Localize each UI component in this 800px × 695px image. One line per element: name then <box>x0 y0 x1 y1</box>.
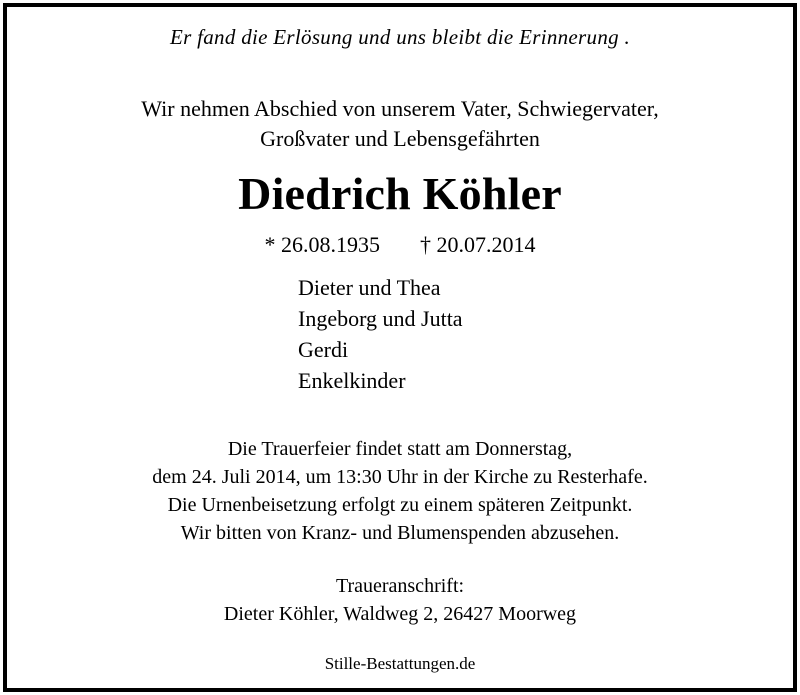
deceased-name: Diedrich Köhler <box>238 168 562 219</box>
mourners-list <box>298 272 463 396</box>
mourning-address <box>7 572 793 628</box>
ceremony-line: Die Urnenbeisetzung erfolgt zu einem späteren Zeitpunkt. <box>167 494 633 516</box>
birth-date: * 26.08.1935 <box>264 232 380 257</box>
mourner-entry: Dieter und Thea <box>298 275 441 300</box>
ceremony-line: dem 24. Juli 2014, um 13:30 Uhr in der Kirche zu Resterhafe. <box>152 466 648 488</box>
mourner-entry: Gerdi <box>298 337 349 362</box>
ceremony-details <box>7 435 793 547</box>
motto-text: Er fand die Erlösung und uns bleibt die Erinnerung . <box>169 25 631 49</box>
mourner-entry: Enkelkinder <box>298 368 406 393</box>
ceremony-line: Die Trauerfeier findet statt am Donnerstag, <box>227 438 573 460</box>
funeral-home-credit: Stille-Bestattungen.de <box>324 654 476 673</box>
obituary-notice <box>3 3 797 692</box>
intro-line: Großvater und Lebensgefährten <box>260 126 540 151</box>
intro-line: Wir nehmen Abschied von unserem Vater, Schwiegervater, <box>141 96 659 121</box>
mourner-entry: Ingeborg und Jutta <box>298 306 463 331</box>
death-date: † 20.07.2014 <box>420 232 536 257</box>
address-value: Dieter Köhler, Waldweg 2, 26427 Moorweg <box>223 603 577 625</box>
address-label: Traueranschrift: <box>335 575 465 597</box>
intro-text <box>7 94 793 154</box>
ceremony-line: Wir bitten von Kranz- und Blumenspenden abzusehen. <box>180 522 620 544</box>
life-dates <box>7 232 793 258</box>
